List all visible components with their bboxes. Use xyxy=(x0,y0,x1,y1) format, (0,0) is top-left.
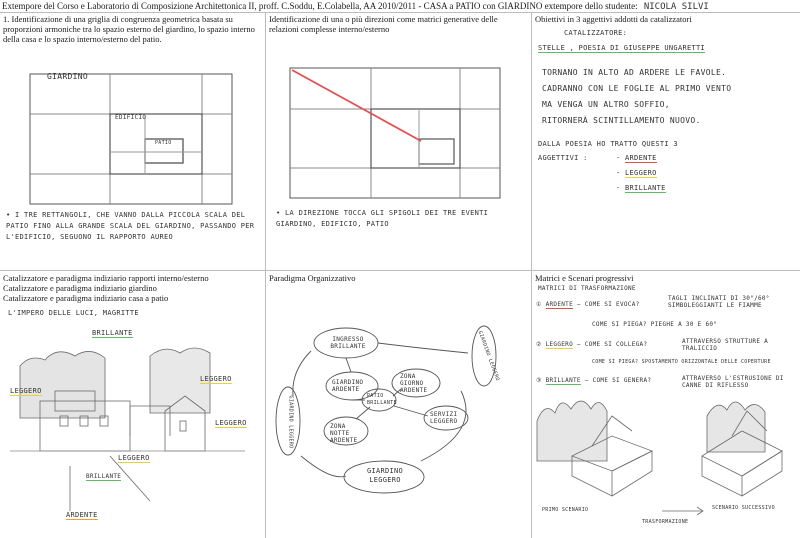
node-giardino-ardente: GIARDINO ARDENTE xyxy=(332,379,364,393)
panel-directions xyxy=(266,12,531,270)
label-leggero-bottom: LEGGERO xyxy=(118,454,150,462)
label-brillante-bottom: BRILLANTE xyxy=(86,473,122,480)
scenario-sketches xyxy=(532,271,800,538)
paradigm-diagram xyxy=(266,271,531,538)
adjective-leggero: - LEGGERO xyxy=(616,169,657,177)
node-giardino-right: GIARDINO LEGGERO xyxy=(476,330,501,382)
label-brillante-top: BRILLANTE xyxy=(92,329,133,337)
panel-catalyst-magritte xyxy=(0,271,265,538)
poem-line-4: RITORNERÀ SCINTILLAMENTO NUOVO. xyxy=(542,116,701,125)
poem-line-3: MA VENGA UN ALTRO SOFFIO, xyxy=(542,100,670,109)
matrix-item-2-q2: COME SI PIEGA? SPOSTAMENTO ORIZZONTALE DELLE COPERTURE xyxy=(592,359,771,365)
page-header xyxy=(2,1,709,12)
node-zona-notte: ZONA NOTTE ARDENTE xyxy=(330,423,358,444)
header-text: Extempore del Corso e Laboratorio di Composizione Architettonica II, proff. C.Soddu, E.Colabella, AA 2010/2011 - CASA a PATIO con GIARDINO extempore dello studente: xyxy=(2,1,638,11)
matrix-item-3: ③ BRILLANTE — COME SI GENERA? xyxy=(536,377,652,384)
direction-line xyxy=(292,70,421,141)
poem-source-text: STELLE , POESIA DI GIUSEPPE UNGARETTI xyxy=(538,44,706,52)
matrix-item-1: ① ARDENTE — COME SI EVOCA? xyxy=(536,301,640,308)
node-giardino-leggero: GIARDINO LEGGERO xyxy=(366,467,404,484)
label-leggero-left: LEGGERO xyxy=(10,387,42,395)
magritte-caption: L'IMPERO DELLE LUCI, MAGRITTE xyxy=(8,309,139,317)
magritte-sketch xyxy=(0,271,265,538)
panel6-title: Matrici e Scenari progressivi xyxy=(535,273,634,283)
panel-grid-congruence xyxy=(0,12,265,270)
label-scenario-successivo: SCENARIO SUCCESSIVO xyxy=(712,505,775,511)
matrices-subtitle: MATRICI DI TRASFORMAZIONE xyxy=(538,285,636,292)
label-patio: PATIO xyxy=(155,140,172,146)
panel1-note: • I TRE RETTANGOLI, CHE VANNO DALLA PICCOLA SCALA DEL PATIO FINO ALLA GRANDE SCALA DEL GIARDINO, PASSANDO PER L'EDIFICIO, SEGUONO IL RAPPORTO AUREO xyxy=(6,211,255,241)
matrix-item-2-answer: ATTRAVERSO STRUTTURE A TRALICCIO xyxy=(682,338,769,352)
node-ingresso: INGRESSO BRILLANTE xyxy=(330,336,366,350)
panel-objectives xyxy=(532,12,800,270)
panel1-title: 1. Identificazione di una griglia di congruenza geometrica basata su proporzioni armoniche tra lo spazio esterno del giardino, lo spazio interno della casa e lo spazio interno/esterno del patio. xyxy=(3,14,255,44)
panel5-title: Paradigma Organizzativo xyxy=(269,273,356,283)
matrix-item-1-q2: COME SI PIEGA? PIEGHE A 30 E 60° xyxy=(592,321,718,328)
matrix-item-2: ② LEGGERO — COME SI COLLEGA? xyxy=(536,341,648,348)
direction-drawing xyxy=(266,12,531,270)
label-leggero-mid: LEGGERO xyxy=(215,419,247,427)
node-servizi: SERVIZI LEGGERO xyxy=(430,411,458,425)
label-edificio: EDIFICIO xyxy=(115,114,147,121)
panel-matrices xyxy=(532,271,800,538)
adjective-ardente: - ARDENTE xyxy=(616,154,657,162)
extract-line: DALLA POESIA HO TRATTO QUESTI 3 xyxy=(538,140,678,148)
matrix-item-3-answer: ATTRAVERSO L'ESTRUSIONE DI CANNE DI RIFLESSO xyxy=(682,375,784,389)
panel2-title: Identificazione di una o più direzioni come matrici generative delle relazioni complesse interno/esterno xyxy=(269,14,498,34)
student-name: NICOLA SILVI xyxy=(643,2,709,12)
node-zona-giorno: ZONA GIORNO ARDENTE xyxy=(400,373,428,394)
matrix-item-1-answer: TAGLI INCLINATI DI 30°/60° SIMBOLEGGIANTI LE FIAMME xyxy=(668,295,770,309)
panel2-note: • LA DIREZIONE TOCCA GLI SPIGOLI DEI TRE EVENTI GIARDINO, EDIFICIO, PATIO xyxy=(276,209,489,228)
label-primo-scenario: PRIMO SCENARIO xyxy=(542,507,589,513)
poem-line-1: TORNANO IN ALTO AD ARDERE LE FAVOLE. xyxy=(542,68,727,77)
adjective-brillante: - BRILLANTE xyxy=(616,184,666,192)
catalizzatore-label: CATALIZZATORE: xyxy=(564,29,628,37)
poem-line-2: CADRANNO CON LE FOGLIE AL PRIMO VENTO xyxy=(542,84,732,93)
node-patio: PATIO BRILLANTE xyxy=(367,393,397,406)
label-ardente: ARDENTE xyxy=(66,511,98,519)
node-giardino-left: GIARDINO LEGGERO xyxy=(287,395,294,449)
label-trasformazione: TRASFORMAZIONE xyxy=(642,519,689,525)
panel3-title: Obiettivi in 3 aggettivi addotti da catalizzatori xyxy=(535,14,692,24)
label-giardino: GIARDINO xyxy=(47,72,88,81)
panel4-title: Catalizzatore e paradigma indiziario rapporti interno/esterno Catalizzatore e paradigma indiziario giardino Catalizzatore e paradigma indiziario casa a patio xyxy=(3,273,209,303)
poem-source xyxy=(538,44,705,52)
panel-paradigm xyxy=(266,271,531,538)
aggettivi-label: AGGETTIVI : xyxy=(538,154,588,162)
label-leggero-right: LEGGERO xyxy=(200,375,232,383)
